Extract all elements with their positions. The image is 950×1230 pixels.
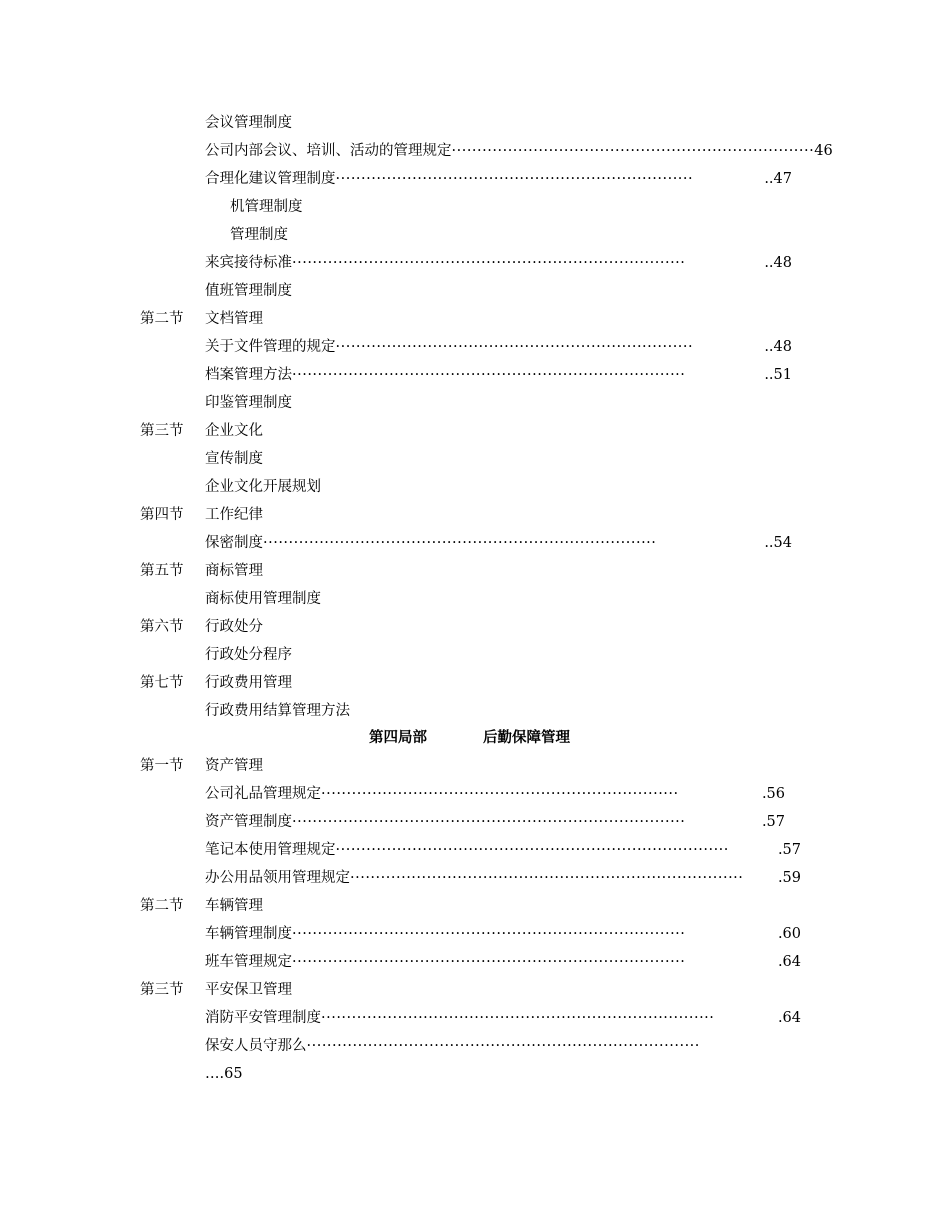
toc-leader-dots: ············································································· [306, 1038, 700, 1054]
toc-entry [205, 951, 801, 973]
toc-entry: 行政处分程序 [205, 647, 292, 663]
toc-entry-text: 班车管理规定 [205, 954, 292, 970]
toc-entry [205, 839, 801, 861]
toc-leader-dots: ······································································ [321, 786, 679, 802]
toc-entry-text: 公司礼品管理规定 [205, 786, 321, 802]
toc-entry-text: 保安人员守那么 [205, 1038, 307, 1054]
section-label: 第一节 [140, 758, 184, 774]
toc-entry [205, 867, 801, 889]
toc-page-number: ..48 [764, 339, 792, 355]
section-label: 第七节 [140, 675, 184, 691]
toc-entry-text: 笔记本使用管理规定 [205, 842, 336, 858]
toc-entry-text: 保密制度 [205, 535, 263, 551]
toc-entry [205, 1007, 801, 1029]
toc-entry: 行政费用结算管理方法 [205, 703, 350, 719]
toc-entry-text: 合理化建议管理制度 [205, 171, 336, 187]
toc-entry-text: 消防平安管理制度 [205, 1010, 321, 1026]
section-title: 车辆管理 [205, 898, 263, 914]
part-heading [0, 727, 950, 749]
section-label: 第四节 [140, 507, 184, 523]
part-title: 后勤保障管理 [483, 730, 570, 746]
toc-entry-text: 公司内部会议、培训、活动的管理规定 [205, 143, 452, 159]
section-label: 第三节 [140, 982, 184, 998]
toc-leader-dots: ············································································· [263, 535, 657, 551]
toc-entry [205, 1035, 777, 1057]
toc-page-number: .59 [777, 870, 801, 886]
toc-entry [205, 532, 792, 554]
toc-page-number: ..47 [764, 171, 792, 187]
toc-page-number: .60 [777, 926, 801, 942]
toc-page-number: ….65 [205, 1066, 243, 1082]
toc-entry: 印鉴管理制度 [205, 395, 292, 411]
toc-leader-dots: ············································································· [292, 255, 686, 271]
toc-leader-dots: ············································································· [292, 926, 686, 942]
toc-leader-dots: ············································································· [292, 814, 686, 830]
toc-entry: 机管理制度 [230, 199, 303, 215]
toc-entry: 会议管理制度 [205, 115, 292, 131]
toc-entry: 企业文化开展规划 [205, 479, 321, 495]
toc-page-number: .57 [777, 842, 801, 858]
section-label: 第六节 [140, 619, 184, 635]
toc-entry [205, 364, 792, 386]
section-label: 第二节 [140, 311, 184, 327]
toc-entry-text: 档案管理方法 [205, 367, 292, 383]
toc-entry [205, 336, 792, 358]
toc-entry-text: 办公用品领用管理规定 [205, 870, 350, 886]
toc-entry-text: 车辆管理制度 [205, 926, 292, 942]
section-label: 第二节 [140, 898, 184, 914]
toc-page-number: .57 [761, 814, 785, 830]
toc-entry [205, 811, 785, 833]
section-title: 商标管理 [205, 563, 263, 579]
toc-leader-dots: ············································································· [350, 870, 744, 886]
toc-leader-dots: ······································································· [451, 143, 815, 159]
section-title: 资产管理 [205, 758, 263, 774]
section-title: 行政费用管理 [205, 675, 292, 691]
section-title: 企业文化 [205, 423, 263, 439]
toc-entry [205, 140, 833, 162]
toc-page-number: 46 [814, 143, 833, 159]
toc-page-number: .64 [777, 954, 801, 970]
toc-entry: 管理制度 [230, 227, 288, 243]
section-label: 第三节 [140, 423, 184, 439]
section-label: 第五节 [140, 563, 184, 579]
toc-entry [205, 783, 785, 805]
toc-leader-dots: ············································································· [292, 367, 686, 383]
toc-leader-dots: ············································································· [321, 1010, 715, 1026]
toc-entry [205, 923, 801, 945]
toc-entry: 宣传制度 [205, 451, 263, 467]
toc-leader-dots: ············································································· [335, 842, 729, 858]
toc-entry [205, 252, 792, 274]
section-title: 平安保卫管理 [205, 982, 292, 998]
toc-entry-text: 来宾接待标准 [205, 255, 292, 271]
toc-entry-text: 关于文件管理的规定 [205, 339, 336, 355]
section-title: 文档管理 [205, 311, 263, 327]
toc-leader-dots: ······································································ [335, 171, 694, 187]
section-title: 工作纪律 [205, 507, 263, 523]
toc-entry-text: 资产管理制度 [205, 814, 292, 830]
part-label: 第四局部 [369, 730, 427, 746]
toc-page-number: ..51 [764, 367, 792, 383]
toc-page-number: .56 [761, 786, 785, 802]
toc-page-number: ..48 [764, 255, 792, 271]
section-title: 行政处分 [205, 619, 263, 635]
toc-leader-dots: ············································································· [292, 954, 686, 970]
toc-page-number: ..54 [764, 535, 792, 551]
toc-leader-dots: ······································································ [335, 339, 694, 355]
toc-page-number: .64 [777, 1010, 801, 1026]
toc-entry: 商标使用管理制度 [205, 591, 321, 607]
toc-entry: 值班管理制度 [205, 283, 292, 299]
toc-entry [205, 168, 792, 190]
